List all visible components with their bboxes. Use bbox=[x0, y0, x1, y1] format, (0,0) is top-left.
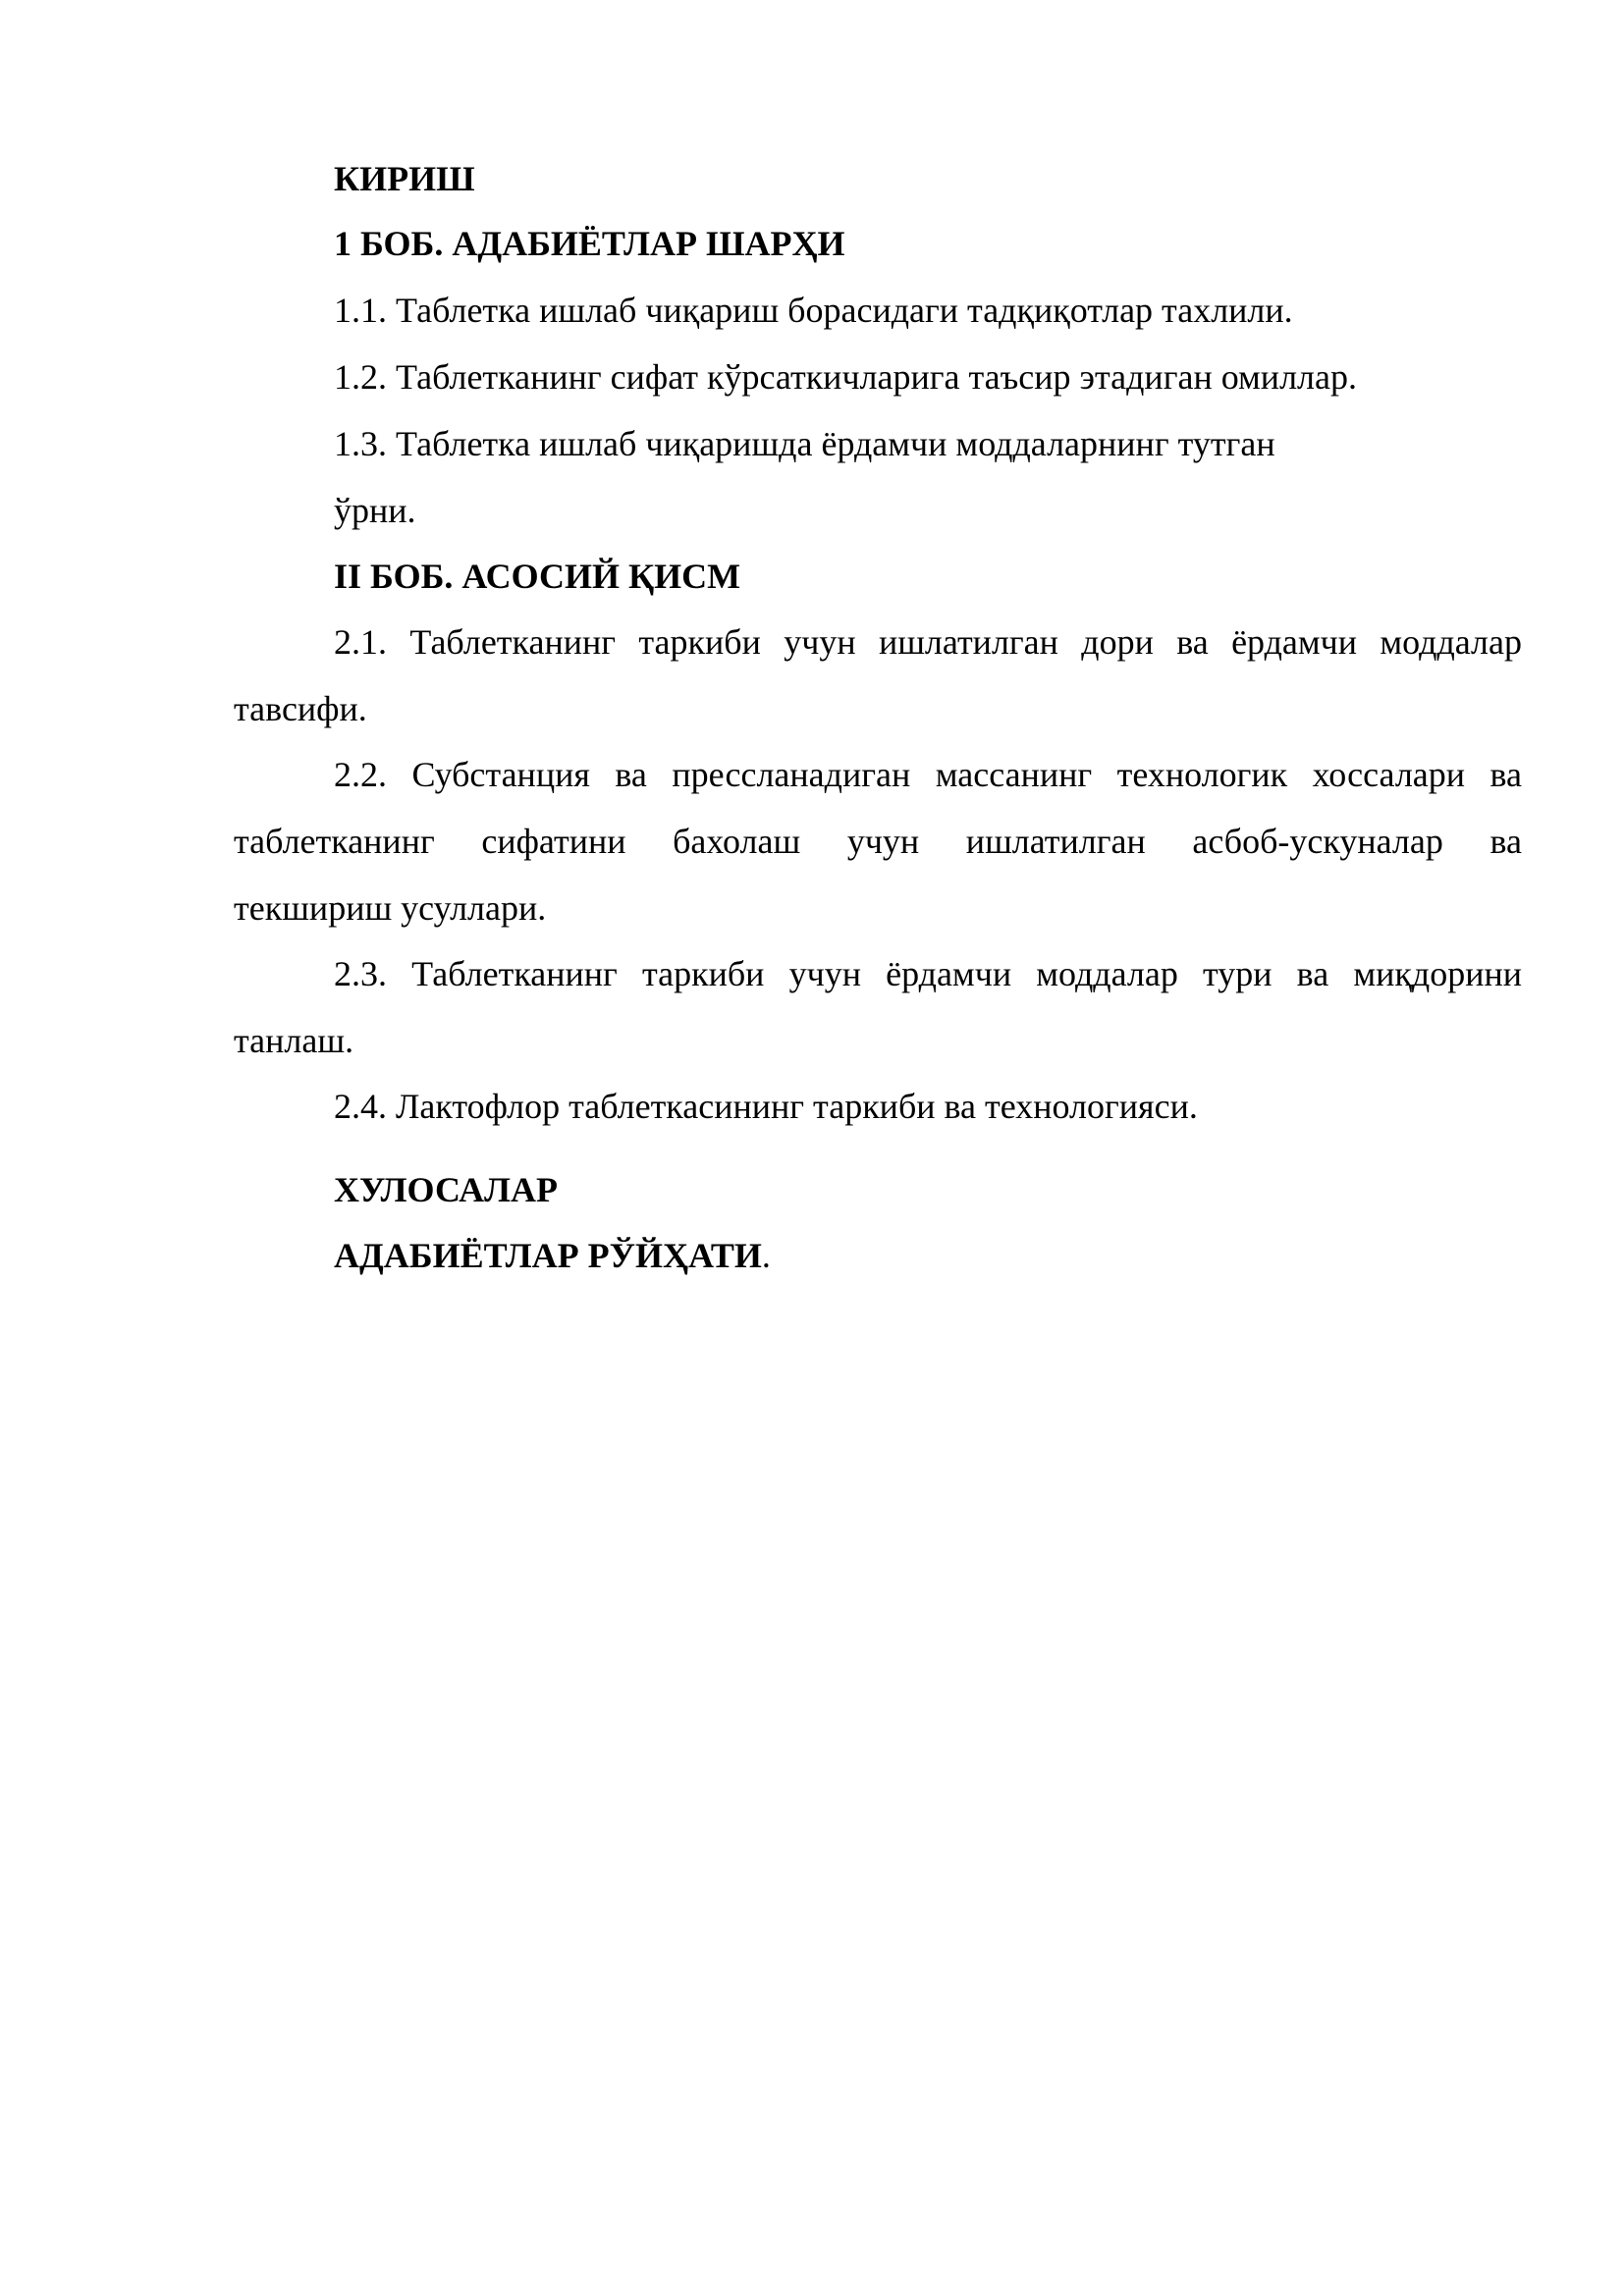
toc-section-1-1: 1.1. Таблетка ишлаб чиқариш борасидаги тадқиқотлар тахлили. bbox=[334, 291, 1293, 330]
toc-section-1-3-line1: 1.3. Таблетка ишлаб чиқаришда ёрдамчи моддаларнинг тутган bbox=[334, 424, 1275, 463]
toc-chapter1-title: 1 БОБ. АДАБИЁТЛАР ШАРҲИ bbox=[334, 224, 845, 263]
toc-section-2-2-line3: текшириш усуллари. bbox=[234, 888, 547, 928]
toc-chapter2-title: II БОБ. АСОСИЙ ҚИСМ bbox=[334, 557, 741, 596]
toc-references-title: АДАБИЁТЛАР РЎЙҲАТИ bbox=[334, 1236, 762, 1275]
toc-references bbox=[334, 1234, 771, 1277]
toc-conclusions: ХУЛОСАЛАР bbox=[334, 1170, 558, 1209]
toc-section-2-2-line1: 2.2. Субстанция ва прессланадиган массанинг технологик хоссалари ва bbox=[334, 755, 1522, 794]
toc-section-2-1-line1: 2.1. Таблетканинг таркиби учун ишлатилган дори ва ёрдамчи моддалар bbox=[334, 622, 1522, 662]
toc-section-2-4: 2.4. Лактофлор таблеткасининг таркиби ва технологияси. bbox=[334, 1087, 1198, 1126]
toc-section-2-1-line2: тавсифи. bbox=[234, 689, 367, 728]
toc-section-2-2-line2: таблетканинг сифатини бахолаш учун ишлатилган асбоб-ускуналар ва bbox=[234, 822, 1522, 861]
toc-section-2-3-line1: 2.3. Таблетканинг таркиби учун ёрдамчи моддалар тури ва миқдорини bbox=[334, 954, 1522, 993]
toc-introduction: КИРИШ bbox=[334, 159, 475, 198]
toc-section-2-3-line2: танлаш. bbox=[234, 1021, 354, 1060]
toc-section-1-3-line2: ўрни. bbox=[334, 491, 416, 530]
toc-section-1-2: 1.2. Таблетканинг сифат кўрсаткичларига таъсир этадиган омиллар. bbox=[334, 357, 1357, 397]
toc-references-dot: . bbox=[761, 1236, 771, 1275]
